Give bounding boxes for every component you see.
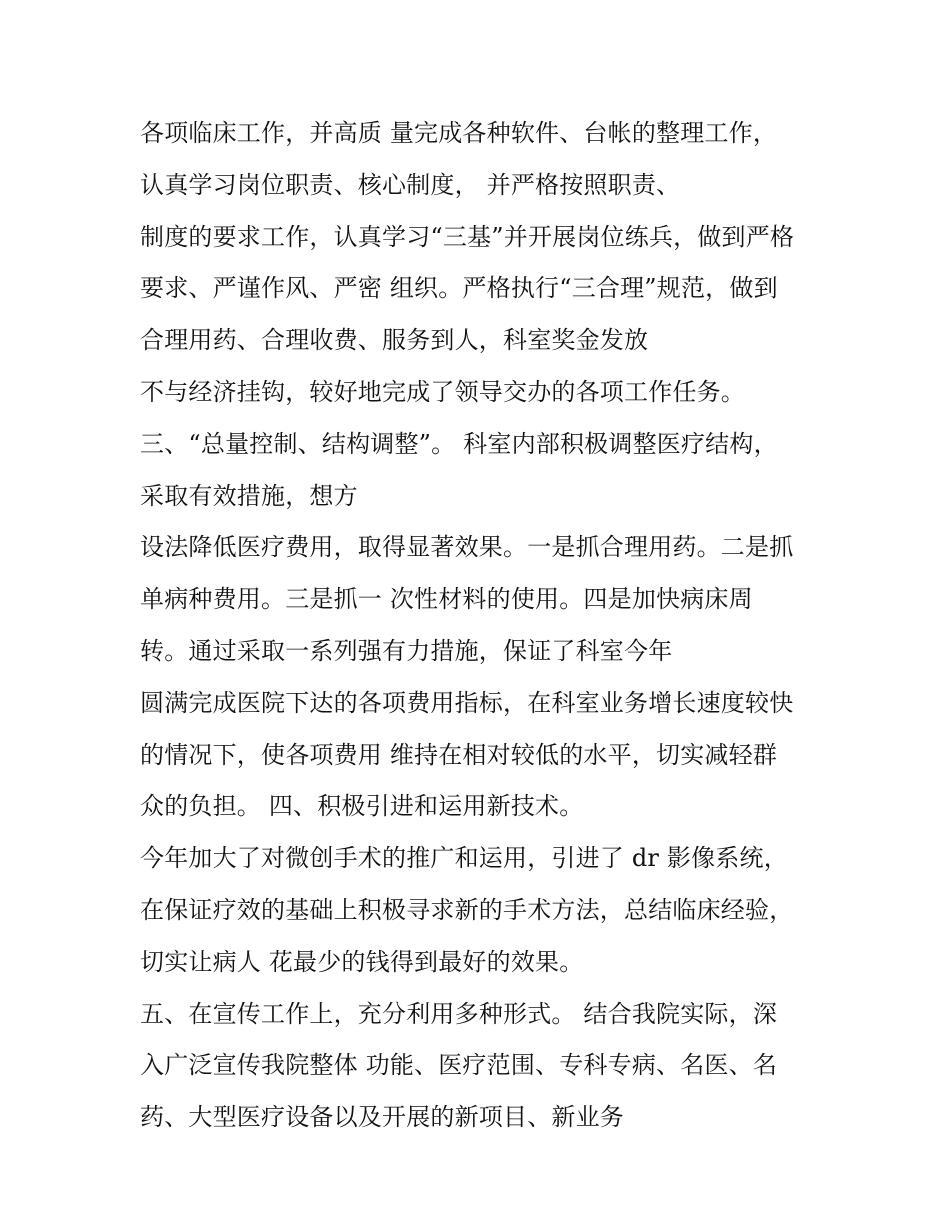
text-line: 今年加大了对微创手术的推广和运用，引进了 dr 影像系统， (140, 844, 788, 873)
text-line: 采取有效措施，想方 (140, 481, 358, 510)
text-line: 的情况下，使各项费用 维持在相对较低的水平，切实减轻群 (140, 740, 778, 769)
text-line: 制度的要求工作，认真学习“三基”并开展岗位练兵，做到严格 (140, 222, 795, 251)
text-line: 众的负担。 四、积极引进和运用新技术。 (140, 792, 584, 821)
text-line: 切实让病人 花最少的钱得到最好的效果。 (140, 947, 584, 976)
text-line: 转。通过采取一系列强有力措施，保证了科室今年 (140, 636, 673, 665)
text-line: 入广泛宣传我院整体 功能、医疗范围、专科专病、名医、名 (140, 1051, 778, 1080)
text-line: 单病种费用。三是抓一 次性材料的使用。四是加快病床周 (140, 585, 753, 614)
document-body (140, 108, 840, 1144)
text-line: 合理用药、合理收费、服务到人，科室奖金发放 (140, 326, 649, 355)
text-line: 设法降低医疗费用，取得显著效果。一是抓合理用药。二是抓 (140, 533, 794, 562)
text-line: 圆满完成医院下达的各项费用指标，在科室业务增长速度较快 (140, 688, 794, 717)
text-line: 不与经济挂钩，较好地完成了领导交办的各项工作任务。 (140, 377, 745, 406)
text-line: 五、在宣传工作上，充分利用多种形式。 结合我院实际，深 (140, 999, 778, 1028)
text-line: 认真学习岗位职责、核心制度， 并严格按照职责、 (140, 170, 681, 199)
text-line: 各项临床工作，并高质 量完成各种软件、台帐的整理工作， (140, 119, 778, 147)
text-line: 药、大型医疗设备以及开展的新项目、新业务 (140, 1103, 624, 1132)
text-line: 三、“总量控制、结构调整”。 科室内部积极调整医疗结构， (140, 429, 778, 458)
text-line: 要求、严谨作风、严密 组织。严格执行“三合理”规范，做到 (140, 274, 778, 303)
text-line: 在保证疗效的基础上积极寻求新的手术方法，总结临床经验， (140, 895, 794, 924)
